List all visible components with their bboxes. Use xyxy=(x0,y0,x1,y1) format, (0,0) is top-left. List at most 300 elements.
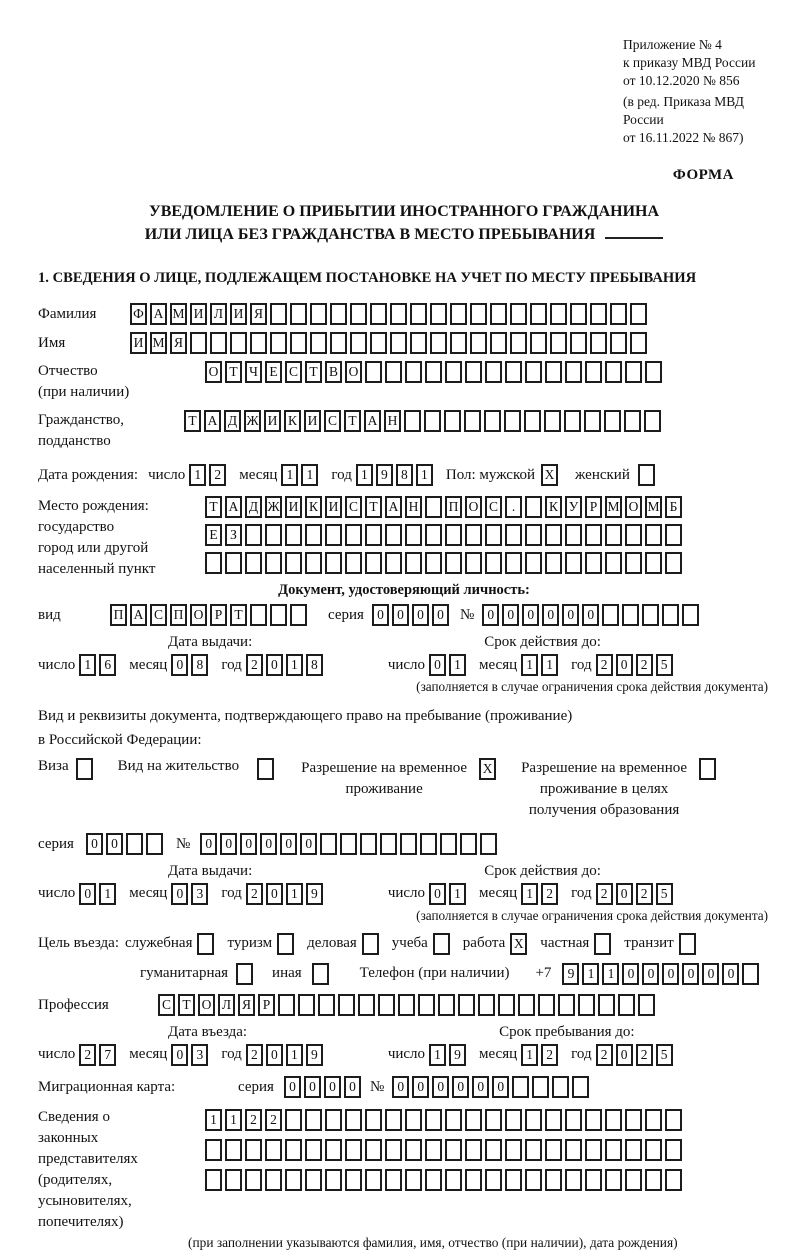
form-cell[interactable] xyxy=(644,410,661,432)
form-cell[interactable] xyxy=(545,1169,562,1191)
form-cell[interactable]: 1 xyxy=(429,1044,446,1066)
form-cell[interactable]: К xyxy=(284,410,301,432)
form-cell[interactable] xyxy=(485,1109,502,1131)
form-cell[interactable]: 0 xyxy=(502,604,519,626)
form-cell[interactable]: 0 xyxy=(682,963,699,985)
form-cell[interactable]: 1 xyxy=(286,883,303,905)
form-cell[interactable]: 0 xyxy=(622,963,639,985)
form-cell[interactable]: 2 xyxy=(636,654,653,676)
form-cell[interactable] xyxy=(430,332,447,354)
form-cell[interactable]: О xyxy=(625,496,642,518)
form-cell[interactable] xyxy=(605,524,622,546)
form-cell[interactable] xyxy=(544,410,561,432)
form-cell[interactable] xyxy=(420,833,437,855)
form-cell[interactable] xyxy=(605,1139,622,1161)
form-cell[interactable] xyxy=(524,410,541,432)
form-cell[interactable] xyxy=(505,552,522,574)
form-cell[interactable] xyxy=(525,1169,542,1191)
form-cell[interactable] xyxy=(365,1169,382,1191)
form-cell[interactable] xyxy=(525,1109,542,1131)
form-cell[interactable] xyxy=(197,933,214,955)
form-cell[interactable] xyxy=(410,303,427,325)
form-cell[interactable] xyxy=(485,1169,502,1191)
form-cell[interactable] xyxy=(565,1139,582,1161)
form-cell[interactable]: Т xyxy=(344,410,361,432)
form-cell[interactable]: 6 xyxy=(99,654,116,676)
form-cell[interactable]: 1 xyxy=(416,464,433,486)
form-cell[interactable] xyxy=(350,332,367,354)
form-cell[interactable]: Б xyxy=(665,496,682,518)
form-cell[interactable]: 0 xyxy=(284,1076,301,1098)
form-cell[interactable] xyxy=(742,963,759,985)
form-cell[interactable]: 0 xyxy=(492,1076,509,1098)
form-cell[interactable] xyxy=(146,833,163,855)
form-cell[interactable] xyxy=(405,1109,422,1131)
form-cell[interactable] xyxy=(285,1139,302,1161)
form-cell[interactable] xyxy=(278,994,295,1016)
form-cell[interactable]: 1 xyxy=(521,1044,538,1066)
form-cell[interactable]: С xyxy=(158,994,175,1016)
form-cell[interactable] xyxy=(565,524,582,546)
form-cell[interactable]: Ф xyxy=(130,303,147,325)
form-cell[interactable] xyxy=(545,1139,562,1161)
form-cell[interactable] xyxy=(665,552,682,574)
form-cell[interactable] xyxy=(365,361,382,383)
form-cell[interactable]: И xyxy=(304,410,321,432)
form-cell[interactable] xyxy=(245,1139,262,1161)
form-cell[interactable] xyxy=(538,994,555,1016)
form-cell[interactable] xyxy=(424,410,441,432)
form-cell[interactable] xyxy=(76,758,93,780)
form-cell[interactable]: 0 xyxy=(266,883,283,905)
form-cell[interactable]: 0 xyxy=(542,604,559,626)
form-cell[interactable]: 0 xyxy=(372,604,389,626)
form-cell[interactable] xyxy=(205,552,222,574)
form-cell[interactable]: 0 xyxy=(616,654,633,676)
form-cell[interactable] xyxy=(320,833,337,855)
form-cell[interactable]: 1 xyxy=(582,963,599,985)
form-cell[interactable] xyxy=(345,1169,362,1191)
form-cell[interactable] xyxy=(330,303,347,325)
form-cell[interactable] xyxy=(525,361,542,383)
form-cell[interactable] xyxy=(270,604,287,626)
form-cell[interactable] xyxy=(645,524,662,546)
form-cell[interactable] xyxy=(445,524,462,546)
form-cell[interactable]: А xyxy=(385,496,402,518)
form-cell[interactable]: 0 xyxy=(260,833,277,855)
form-cell[interactable] xyxy=(338,994,355,1016)
form-cell[interactable] xyxy=(498,994,515,1016)
form-cell[interactable]: 0 xyxy=(266,654,283,676)
form-cell[interactable] xyxy=(445,1139,462,1161)
form-cell[interactable]: 2 xyxy=(246,654,263,676)
form-cell[interactable] xyxy=(525,524,542,546)
form-cell[interactable]: X xyxy=(541,464,558,486)
form-cell[interactable] xyxy=(610,303,627,325)
form-cell[interactable] xyxy=(618,994,635,1016)
form-cell[interactable]: О xyxy=(198,994,215,1016)
form-cell[interactable] xyxy=(225,1139,242,1161)
form-cell[interactable] xyxy=(290,303,307,325)
form-cell[interactable] xyxy=(525,1139,542,1161)
form-cell[interactable]: Д xyxy=(245,496,262,518)
form-cell[interactable] xyxy=(490,332,507,354)
form-cell[interactable] xyxy=(245,1169,262,1191)
form-cell[interactable] xyxy=(305,1139,322,1161)
form-cell[interactable] xyxy=(265,552,282,574)
form-cell[interactable]: О xyxy=(190,604,207,626)
form-cell[interactable] xyxy=(365,1109,382,1131)
form-cell[interactable] xyxy=(265,1139,282,1161)
form-cell[interactable]: 0 xyxy=(392,604,409,626)
form-cell[interactable]: 1 xyxy=(356,464,373,486)
form-cell[interactable]: Т xyxy=(184,410,201,432)
form-cell[interactable]: Я xyxy=(170,332,187,354)
form-cell[interactable] xyxy=(552,1076,569,1098)
form-cell[interactable] xyxy=(572,1076,589,1098)
form-cell[interactable]: О xyxy=(345,361,362,383)
form-cell[interactable]: Р xyxy=(210,604,227,626)
form-cell[interactable] xyxy=(285,552,302,574)
form-cell[interactable]: А xyxy=(130,604,147,626)
form-cell[interactable] xyxy=(465,524,482,546)
form-cell[interactable] xyxy=(585,524,602,546)
form-cell[interactable]: 0 xyxy=(304,1076,321,1098)
form-cell[interactable] xyxy=(505,524,522,546)
form-cell[interactable] xyxy=(310,332,327,354)
form-cell[interactable] xyxy=(298,994,315,1016)
form-cell[interactable] xyxy=(590,332,607,354)
form-cell[interactable]: У xyxy=(565,496,582,518)
form-cell[interactable] xyxy=(345,1139,362,1161)
form-cell[interactable]: И xyxy=(325,496,342,518)
form-cell[interactable] xyxy=(445,1109,462,1131)
form-cell[interactable]: 2 xyxy=(265,1109,282,1131)
form-cell[interactable]: 0 xyxy=(266,1044,283,1066)
form-cell[interactable]: 2 xyxy=(596,654,613,676)
form-cell[interactable]: О xyxy=(205,361,222,383)
form-cell[interactable]: 9 xyxy=(376,464,393,486)
form-cell[interactable] xyxy=(638,464,655,486)
form-cell[interactable]: 0 xyxy=(106,833,123,855)
form-cell[interactable]: 9 xyxy=(306,883,323,905)
form-cell[interactable] xyxy=(530,332,547,354)
form-cell[interactable] xyxy=(645,552,662,574)
form-cell[interactable] xyxy=(340,833,357,855)
form-cell[interactable] xyxy=(290,604,307,626)
form-cell[interactable] xyxy=(645,1169,662,1191)
form-cell[interactable]: 2 xyxy=(541,1044,558,1066)
form-cell[interactable] xyxy=(630,332,647,354)
form-cell[interactable] xyxy=(380,833,397,855)
form-cell[interactable] xyxy=(545,361,562,383)
form-cell[interactable]: Л xyxy=(218,994,235,1016)
form-cell[interactable] xyxy=(679,933,696,955)
form-cell[interactable] xyxy=(625,524,642,546)
form-cell[interactable]: 5 xyxy=(656,654,673,676)
form-cell[interactable] xyxy=(602,604,619,626)
form-cell[interactable]: Т xyxy=(230,604,247,626)
form-cell[interactable] xyxy=(385,1169,402,1191)
form-cell[interactable] xyxy=(270,303,287,325)
form-cell[interactable] xyxy=(585,1169,602,1191)
form-cell[interactable] xyxy=(604,410,621,432)
form-cell[interactable]: Я xyxy=(250,303,267,325)
form-cell[interactable]: 2 xyxy=(636,1044,653,1066)
form-cell[interactable]: 1 xyxy=(449,654,466,676)
form-cell[interactable]: 5 xyxy=(656,883,673,905)
form-cell[interactable] xyxy=(425,361,442,383)
form-cell[interactable] xyxy=(605,1109,622,1131)
form-cell[interactable] xyxy=(290,332,307,354)
form-cell[interactable] xyxy=(662,604,679,626)
form-cell[interactable] xyxy=(257,758,274,780)
form-cell[interactable] xyxy=(360,833,377,855)
form-cell[interactable] xyxy=(570,303,587,325)
form-cell[interactable] xyxy=(550,303,567,325)
form-cell[interactable] xyxy=(405,552,422,574)
form-cell[interactable]: 2 xyxy=(79,1044,96,1066)
form-cell[interactable] xyxy=(325,1139,342,1161)
form-cell[interactable]: 1 xyxy=(301,464,318,486)
form-cell[interactable]: И xyxy=(264,410,281,432)
form-cell[interactable] xyxy=(365,552,382,574)
form-cell[interactable]: С xyxy=(150,604,167,626)
form-cell[interactable]: 0 xyxy=(240,833,257,855)
form-cell[interactable] xyxy=(277,933,294,955)
form-cell[interactable] xyxy=(126,833,143,855)
form-cell[interactable]: И xyxy=(190,303,207,325)
form-cell[interactable] xyxy=(310,303,327,325)
form-cell[interactable]: 0 xyxy=(482,604,499,626)
form-cell[interactable] xyxy=(230,332,247,354)
form-cell[interactable]: 8 xyxy=(191,654,208,676)
form-cell[interactable] xyxy=(638,994,655,1016)
form-cell[interactable]: Т xyxy=(225,361,242,383)
form-cell[interactable] xyxy=(445,1169,462,1191)
form-cell[interactable] xyxy=(682,604,699,626)
form-cell[interactable] xyxy=(505,1109,522,1131)
form-cell[interactable] xyxy=(385,1109,402,1131)
form-cell[interactable] xyxy=(305,1169,322,1191)
form-cell[interactable]: 1 xyxy=(286,1044,303,1066)
form-cell[interactable] xyxy=(345,524,362,546)
form-cell[interactable] xyxy=(525,552,542,574)
form-cell[interactable] xyxy=(465,1169,482,1191)
form-cell[interactable]: Н xyxy=(405,496,422,518)
form-cell[interactable] xyxy=(425,1139,442,1161)
form-cell[interactable]: 0 xyxy=(171,654,188,676)
form-cell[interactable]: 2 xyxy=(636,883,653,905)
form-cell[interactable] xyxy=(465,361,482,383)
form-cell[interactable]: Р xyxy=(585,496,602,518)
form-cell[interactable]: 1 xyxy=(602,963,619,985)
form-cell[interactable] xyxy=(545,552,562,574)
form-cell[interactable] xyxy=(518,994,535,1016)
form-cell[interactable] xyxy=(245,552,262,574)
form-cell[interactable]: 0 xyxy=(642,963,659,985)
form-cell[interactable]: Л xyxy=(210,303,227,325)
form-cell[interactable] xyxy=(510,332,527,354)
form-cell[interactable] xyxy=(205,1169,222,1191)
form-cell[interactable]: 1 xyxy=(521,654,538,676)
form-cell[interactable]: А xyxy=(150,303,167,325)
form-cell[interactable]: Я xyxy=(238,994,255,1016)
form-cell[interactable] xyxy=(285,524,302,546)
form-cell[interactable] xyxy=(585,361,602,383)
form-cell[interactable] xyxy=(465,1109,482,1131)
form-cell[interactable]: Р xyxy=(258,994,275,1016)
form-cell[interactable] xyxy=(512,1076,529,1098)
form-cell[interactable] xyxy=(405,1169,422,1191)
form-cell[interactable] xyxy=(305,524,322,546)
form-cell[interactable]: 1 xyxy=(281,464,298,486)
form-cell[interactable] xyxy=(458,994,475,1016)
form-cell[interactable] xyxy=(584,410,601,432)
form-cell[interactable] xyxy=(485,552,502,574)
form-cell[interactable]: С xyxy=(324,410,341,432)
form-cell[interactable]: 0 xyxy=(616,883,633,905)
form-cell[interactable]: 7 xyxy=(99,1044,116,1066)
form-cell[interactable] xyxy=(425,552,442,574)
form-cell[interactable] xyxy=(565,361,582,383)
form-cell[interactable]: 0 xyxy=(429,654,446,676)
form-cell[interactable] xyxy=(425,1109,442,1131)
form-cell[interactable]: X xyxy=(510,933,527,955)
form-cell[interactable] xyxy=(485,361,502,383)
form-cell[interactable]: И xyxy=(230,303,247,325)
form-cell[interactable]: С xyxy=(285,361,302,383)
form-cell[interactable] xyxy=(630,303,647,325)
form-cell[interactable] xyxy=(418,994,435,1016)
form-cell[interactable]: 0 xyxy=(429,883,446,905)
form-cell[interactable] xyxy=(225,552,242,574)
form-cell[interactable]: Е xyxy=(265,361,282,383)
form-cell[interactable] xyxy=(385,361,402,383)
form-cell[interactable]: Ч xyxy=(245,361,262,383)
form-cell[interactable]: 0 xyxy=(171,883,188,905)
form-cell[interactable]: 0 xyxy=(392,1076,409,1098)
form-cell[interactable]: 0 xyxy=(300,833,317,855)
form-cell[interactable] xyxy=(265,1169,282,1191)
form-cell[interactable] xyxy=(470,303,487,325)
form-cell[interactable] xyxy=(325,524,342,546)
form-cell[interactable] xyxy=(440,833,457,855)
form-cell[interactable] xyxy=(460,833,477,855)
form-cell[interactable] xyxy=(236,963,253,985)
form-cell[interactable] xyxy=(605,361,622,383)
form-cell[interactable] xyxy=(385,1139,402,1161)
form-cell[interactable]: М xyxy=(605,496,622,518)
form-cell[interactable]: 1 xyxy=(99,883,116,905)
form-cell[interactable]: Т xyxy=(305,361,322,383)
form-cell[interactable] xyxy=(642,604,659,626)
form-cell[interactable]: Т xyxy=(178,994,195,1016)
form-cell[interactable] xyxy=(590,303,607,325)
form-cell[interactable]: С xyxy=(345,496,362,518)
form-cell[interactable] xyxy=(365,524,382,546)
form-cell[interactable] xyxy=(490,303,507,325)
form-cell[interactable]: 0 xyxy=(702,963,719,985)
form-cell[interactable] xyxy=(433,933,450,955)
form-cell[interactable]: 9 xyxy=(306,1044,323,1066)
form-cell[interactable]: А xyxy=(225,496,242,518)
form-cell[interactable] xyxy=(425,496,442,518)
form-cell[interactable] xyxy=(445,361,462,383)
form-cell[interactable] xyxy=(545,524,562,546)
form-cell[interactable] xyxy=(625,1139,642,1161)
form-cell[interactable]: Т xyxy=(365,496,382,518)
form-cell[interactable] xyxy=(405,1139,422,1161)
form-cell[interactable] xyxy=(390,303,407,325)
form-cell[interactable]: 8 xyxy=(306,654,323,676)
form-cell[interactable]: 0 xyxy=(280,833,297,855)
form-cell[interactable] xyxy=(285,1169,302,1191)
form-cell[interactable] xyxy=(605,1169,622,1191)
form-cell[interactable] xyxy=(225,1169,242,1191)
form-cell[interactable]: И xyxy=(130,332,147,354)
form-cell[interactable] xyxy=(398,994,415,1016)
form-cell[interactable] xyxy=(530,303,547,325)
form-cell[interactable] xyxy=(565,1169,582,1191)
form-cell[interactable] xyxy=(558,994,575,1016)
form-cell[interactable] xyxy=(464,410,481,432)
form-cell[interactable]: 1 xyxy=(79,654,96,676)
form-cell[interactable]: 1 xyxy=(521,883,538,905)
form-cell[interactable]: 0 xyxy=(662,963,679,985)
form-cell[interactable]: 0 xyxy=(412,1076,429,1098)
form-cell[interactable] xyxy=(450,303,467,325)
form-cell[interactable] xyxy=(250,332,267,354)
form-cell[interactable] xyxy=(405,524,422,546)
form-cell[interactable] xyxy=(330,332,347,354)
form-cell[interactable] xyxy=(585,1109,602,1131)
form-cell[interactable]: 2 xyxy=(596,1044,613,1066)
form-cell[interactable]: 0 xyxy=(324,1076,341,1098)
form-cell[interactable] xyxy=(505,1169,522,1191)
form-cell[interactable]: Н xyxy=(384,410,401,432)
form-cell[interactable] xyxy=(480,833,497,855)
form-cell[interactable] xyxy=(318,994,335,1016)
form-cell[interactable] xyxy=(438,994,455,1016)
form-cell[interactable]: 2 xyxy=(541,883,558,905)
form-cell[interactable] xyxy=(430,303,447,325)
form-cell[interactable] xyxy=(444,410,461,432)
form-cell[interactable] xyxy=(505,1139,522,1161)
form-cell[interactable] xyxy=(400,833,417,855)
form-cell[interactable] xyxy=(484,410,501,432)
form-cell[interactable] xyxy=(665,1109,682,1131)
form-cell[interactable]: 3 xyxy=(191,1044,208,1066)
form-cell[interactable]: М xyxy=(645,496,662,518)
form-cell[interactable] xyxy=(550,332,567,354)
form-cell[interactable] xyxy=(565,552,582,574)
form-cell[interactable] xyxy=(362,933,379,955)
form-cell[interactable]: 1 xyxy=(225,1109,242,1131)
form-cell[interactable] xyxy=(622,604,639,626)
form-cell[interactable] xyxy=(385,552,402,574)
form-cell[interactable]: П xyxy=(445,496,462,518)
form-cell[interactable] xyxy=(425,1169,442,1191)
form-cell[interactable]: 5 xyxy=(656,1044,673,1066)
form-cell[interactable] xyxy=(370,303,387,325)
form-cell[interactable] xyxy=(665,1139,682,1161)
form-cell[interactable] xyxy=(465,1139,482,1161)
form-cell[interactable] xyxy=(465,552,482,574)
form-cell[interactable]: П xyxy=(110,604,127,626)
form-cell[interactable]: К xyxy=(305,496,322,518)
form-cell[interactable] xyxy=(285,1109,302,1131)
